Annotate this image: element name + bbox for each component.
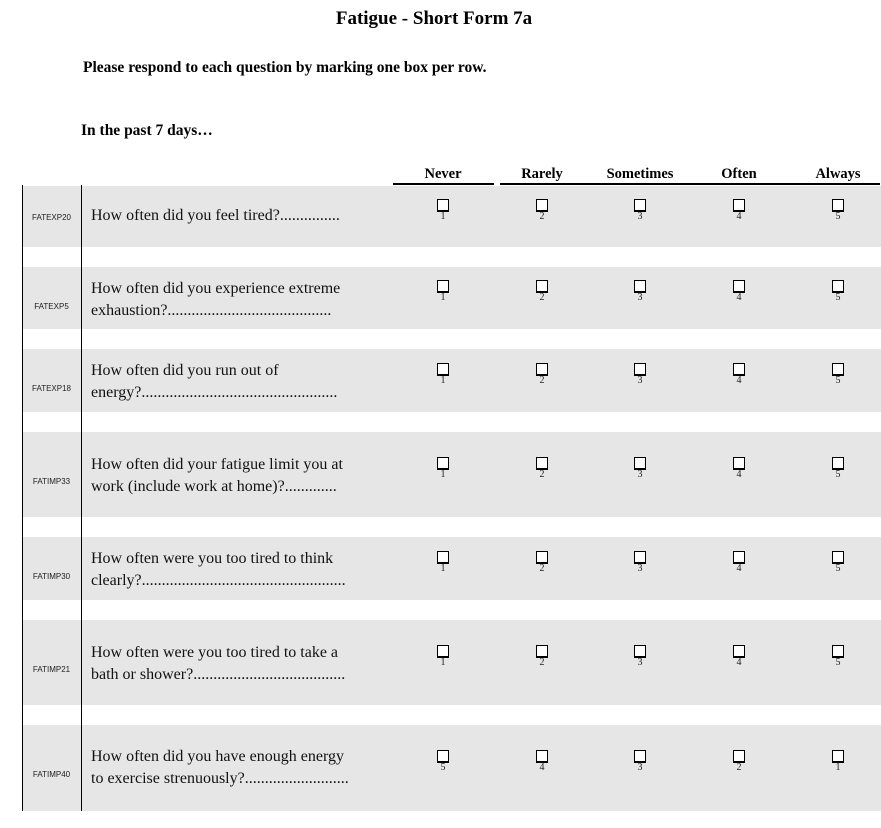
option-value: 5 <box>835 657 841 668</box>
question-text-line: How often did your fatigue limit you at <box>91 456 343 473</box>
option-value: 1 <box>440 211 446 222</box>
option-value: 5 <box>835 375 841 386</box>
option-value: 4 <box>736 292 742 303</box>
response-option-rarely[interactable] <box>532 551 552 574</box>
response-option-often[interactable] <box>729 750 749 773</box>
question-row <box>22 186 881 247</box>
response-option-sometimes[interactable] <box>630 551 650 574</box>
response-option-often[interactable] <box>729 363 749 386</box>
question-row <box>22 537 881 600</box>
option-value: 5 <box>835 211 841 222</box>
option-value: 1 <box>835 762 841 773</box>
response-option-sometimes[interactable] <box>630 363 650 386</box>
option-value: 2 <box>736 762 742 773</box>
option-value: 4 <box>539 762 545 773</box>
question-text-line: How often did you experience extreme <box>91 280 341 297</box>
question-text <box>91 205 401 227</box>
question-text <box>91 360 401 403</box>
column-header-always: Always <box>815 166 861 182</box>
question-text-line: How often were you too tired to think <box>91 550 334 567</box>
option-value: 2 <box>539 292 545 303</box>
response-option-never[interactable] <box>433 457 453 480</box>
response-option-never[interactable] <box>433 199 453 222</box>
question-row <box>22 620 881 705</box>
option-value: 3 <box>637 375 643 386</box>
response-option-rarely[interactable] <box>532 750 552 773</box>
question-text-line: work (include work at home)?............. <box>91 477 337 495</box>
item-id: FATIMP33 <box>32 477 71 486</box>
form-title: Fatigue - Short Form 7a <box>335 8 533 29</box>
header-underline-never <box>393 183 494 185</box>
option-value: 3 <box>637 762 643 773</box>
option-value: 3 <box>637 657 643 668</box>
response-option-rarely[interactable] <box>532 645 552 668</box>
response-option-always[interactable] <box>828 645 848 668</box>
question-text <box>91 454 401 497</box>
response-option-never[interactable] <box>433 280 453 303</box>
response-option-rarely[interactable] <box>532 363 552 386</box>
option-value: 4 <box>736 657 742 668</box>
response-option-often[interactable] <box>729 645 749 668</box>
option-value: 1 <box>440 469 446 480</box>
question-row <box>22 349 881 412</box>
question-text-line: How often were you too tired to take a <box>91 644 339 661</box>
option-value: 1 <box>440 657 446 668</box>
id-column-left-border <box>22 185 23 811</box>
option-value: 1 <box>440 292 446 303</box>
response-option-rarely[interactable] <box>532 457 552 480</box>
response-option-often[interactable] <box>729 457 749 480</box>
option-value: 5 <box>835 292 841 303</box>
response-option-always[interactable] <box>828 551 848 574</box>
item-id: FATIMP30 <box>32 572 71 581</box>
header-underline-other <box>500 183 880 185</box>
option-value: 4 <box>736 375 742 386</box>
response-option-sometimes[interactable] <box>630 280 650 303</box>
column-header-never: Never <box>424 166 462 182</box>
response-option-never[interactable] <box>433 363 453 386</box>
column-header-often: Often <box>721 166 757 182</box>
column-header-sometimes: Sometimes <box>606 166 674 182</box>
response-option-sometimes[interactable] <box>630 750 650 773</box>
question-text-line: to exercise strenuously?.......................... <box>91 769 349 787</box>
option-value: 2 <box>539 563 545 574</box>
question-row <box>22 267 881 329</box>
id-column-right-border <box>81 185 82 811</box>
response-option-never[interactable] <box>433 645 453 668</box>
item-id: FATEXP20 <box>32 213 71 222</box>
response-option-sometimes[interactable] <box>630 645 650 668</box>
question-text-line: exhaustion?......................................... <box>91 301 332 319</box>
question-text-line: energy?................................................. <box>91 383 338 401</box>
response-option-often[interactable] <box>729 280 749 303</box>
option-value: 4 <box>736 469 742 480</box>
option-value: 4 <box>736 563 742 574</box>
option-value: 3 <box>637 292 643 303</box>
option-value: 3 <box>637 469 643 480</box>
response-option-rarely[interactable] <box>532 199 552 222</box>
item-id: FATEXP5 <box>34 302 69 311</box>
response-option-often[interactable] <box>729 199 749 222</box>
response-option-always[interactable] <box>828 199 848 222</box>
option-value: 5 <box>440 762 446 773</box>
question-text <box>91 642 401 685</box>
question-text <box>91 278 401 321</box>
response-option-sometimes[interactable] <box>630 199 650 222</box>
option-value: 2 <box>539 469 545 480</box>
instructions-text: Please respond to each question by marking one box per row. <box>83 59 487 76</box>
response-option-always[interactable] <box>828 363 848 386</box>
response-option-always[interactable] <box>828 457 848 480</box>
option-value: 3 <box>637 563 643 574</box>
response-option-always[interactable] <box>828 750 848 773</box>
column-header-rarely: Rarely <box>521 166 563 182</box>
response-option-often[interactable] <box>729 551 749 574</box>
question-row <box>22 432 881 517</box>
response-option-never[interactable] <box>433 551 453 574</box>
response-option-always[interactable] <box>828 280 848 303</box>
question-text-line: How often did you have enough energy <box>91 748 344 765</box>
option-value: 1 <box>440 563 446 574</box>
question-text <box>91 746 401 789</box>
response-option-rarely[interactable] <box>532 280 552 303</box>
option-value: 5 <box>835 469 841 480</box>
item-id: FATIMP21 <box>32 665 71 674</box>
response-option-never[interactable] <box>433 750 453 773</box>
item-id: FATIMP40 <box>32 770 71 779</box>
option-value: 2 <box>539 375 545 386</box>
response-option-sometimes[interactable] <box>630 457 650 480</box>
item-id: FATEXP18 <box>32 384 71 393</box>
timeframe-label: In the past 7 days… <box>81 122 213 139</box>
question-text-line: bath or shower?...................................... <box>91 665 346 683</box>
question-text-line: How often did you run out of <box>91 362 279 379</box>
option-value: 1 <box>440 375 446 386</box>
question-text-line: How often did you feel tired?............... <box>91 207 340 224</box>
question-text <box>91 548 401 591</box>
question-text-line: clearly?................................................... <box>91 571 346 589</box>
option-value: 2 <box>539 211 545 222</box>
option-value: 5 <box>835 563 841 574</box>
question-row <box>22 725 881 811</box>
option-value: 3 <box>637 211 643 222</box>
option-value: 2 <box>539 657 545 668</box>
option-value: 4 <box>736 211 742 222</box>
